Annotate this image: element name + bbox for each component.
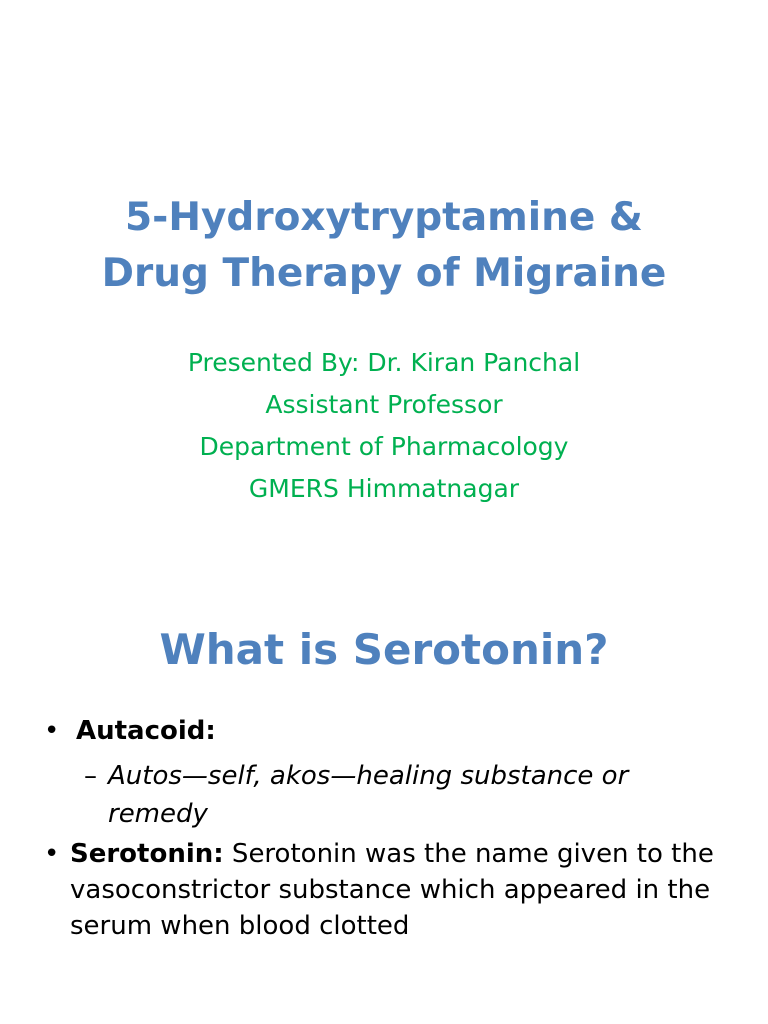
- bullet-marker: •: [44, 839, 60, 869]
- bullet-label-autacoid: Autacoid:: [76, 716, 216, 746]
- sub-bullet-marker: –: [84, 761, 97, 791]
- presenter-institution: GMERS Himmatnagar: [248, 474, 520, 503]
- presenter-block: [0, 342, 768, 510]
- slide-title-line-1: 5-Hydroxytryptamine &: [125, 195, 643, 240]
- bullet-label-serotonin: Serotonin:: [70, 839, 224, 869]
- bullet-body-serotonin: Serotonin was the name given to the vasoconstrictor substance which appeared in the serum when blood clotted: [70, 839, 714, 941]
- sub-bullet-text: Autos—self, akos—healing substance or remedy: [108, 761, 629, 829]
- presenter-department: Department of Pharmacology: [199, 432, 569, 461]
- presenter-name: Presented By: Dr. Kiran Panchal: [187, 348, 581, 377]
- bullet-marker: •: [44, 716, 60, 746]
- bullet-text-serotonin: [70, 836, 730, 944]
- presenter-position: Assistant Professor: [265, 390, 503, 419]
- slide-title: [0, 190, 768, 302]
- section-heading: What is Serotonin?: [159, 625, 609, 674]
- slide-title-line-2: Drug Therapy of Migraine: [101, 251, 667, 296]
